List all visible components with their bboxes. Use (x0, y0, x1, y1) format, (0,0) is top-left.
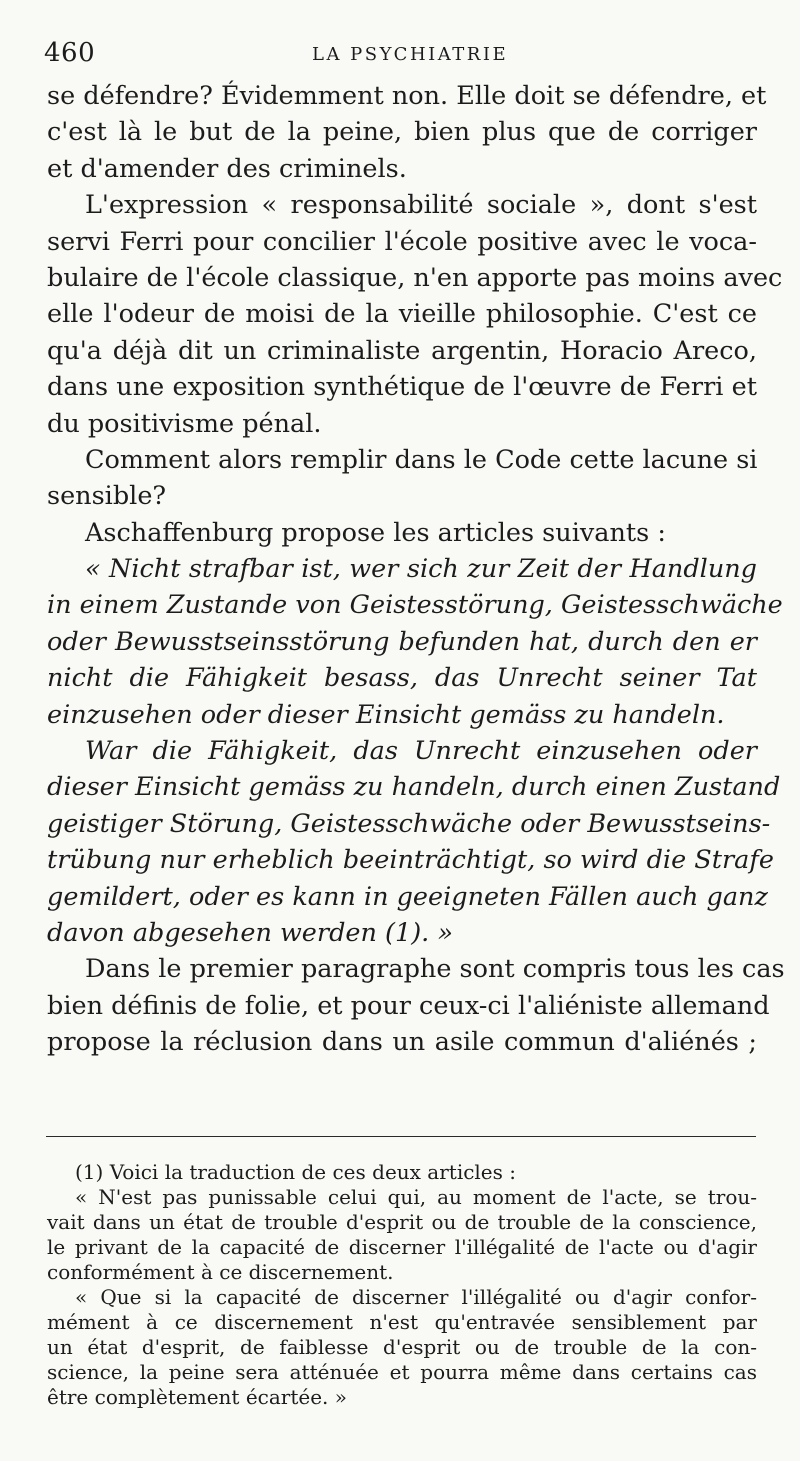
text-line: elle l'odeur de moisi de la vieille philosophie. C'est ce (47, 299, 757, 330)
text-line: du positivisme pénal. (47, 408, 322, 439)
text-line: qu'a déjà dit un criminaliste argentin, Horacio Areco, (47, 335, 757, 366)
quote-line: in einem Zustande von Geistesstörung, Geistesschwäche (47, 590, 783, 621)
footnote-line: science, la peine sera atténuée et pourra même dans certains cas (47, 1360, 757, 1384)
text-line: bulaire de l'école classique, n'en apporte pas moins avec (47, 262, 783, 293)
quote-line: geistiger Störung, Geistesschwäche oder Bewusstseins- (47, 808, 771, 839)
text-line: et d'amender des criminels. (47, 153, 407, 184)
text-line: propose la réclusion dans un asile commun d'aliénés ; (47, 1027, 757, 1058)
footnote-divider (46, 1136, 756, 1137)
page-header (44, 38, 756, 68)
text-line: bien définis de folie, et pour ceux-ci l'aliéniste allemand (47, 990, 770, 1021)
footnote-line: mément à ce discernement n'est qu'entravée sensiblement par (47, 1310, 757, 1334)
text-line: sensible? (47, 481, 167, 512)
text-line: se défendre? Évidemment non. Elle doit se défendre, et (47, 81, 767, 111)
footnote-line: un état d'esprit, de faiblesse d'esprit ou de trouble de la con- (47, 1335, 757, 1359)
quote-line: oder Bewusstseinsstörung befunden hat, durch den er (47, 626, 757, 657)
text-line: Dans le premier paragraphe sont compris tous les cas (85, 954, 785, 985)
footnote-line: vait dans un état de trouble d'esprit ou de trouble de la conscience, (47, 1210, 757, 1234)
quote-line: dieser Einsicht gemäss zu handeln, durch einen Zustand (47, 772, 781, 803)
running-title: LA PSYCHIATRIE (312, 44, 509, 65)
quote-line: trübung nur erheblich beeinträchtigt, so wird die Strafe (47, 845, 774, 876)
footnote-line: être complètement écartée. » (47, 1385, 347, 1409)
page-number: 460 (44, 38, 96, 68)
quote-line: davon abgesehen werden (1). » (47, 917, 453, 948)
text-line: L'expression « responsabilité sociale », dont s'est (85, 190, 757, 221)
text-line: dans une exposition synthétique de l'œuvre de Ferri et (47, 372, 757, 403)
footnote-line: le privant de la capacité de discerner l'illégalité de l'acte ou d'agir (47, 1235, 757, 1259)
text-line: Aschaffenburg propose les articles suivants : (85, 517, 666, 548)
quote-line: « Nicht strafbar ist, wer sich zur Zeit der Handlung (85, 554, 757, 585)
text-line: Comment alors remplir dans le Code cette lacune si (85, 444, 758, 475)
quote-line: nicht die Fähigkeit besass, das Unrecht seiner Tat (47, 663, 757, 694)
body-text (47, 78, 785, 1061)
quote-line: gemildert, oder es kann in geeigneten Fällen auch ganz (47, 881, 768, 912)
text-line: servi Ferri pour concilier l'école positive avec le voca- (47, 226, 757, 257)
text-line: c'est là le but de la peine, bien plus que de corriger (47, 117, 757, 148)
quote-line: War die Fähigkeit, das Unrecht einzusehen oder (85, 736, 757, 767)
footnotes (47, 1160, 757, 1410)
quote-line: einzusehen oder dieser Einsicht gemäss zu handeln. (47, 699, 725, 730)
footnote-line: « N'est pas punissable celui qui, au moment de l'acte, se trou- (75, 1185, 757, 1209)
footnote-line: (1) Voici la traduction de ces deux articles : (75, 1160, 517, 1184)
footnote-line: conformément à ce discernement. (47, 1260, 394, 1284)
footnote-line: « Que si la capacité de discerner l'illégalité ou d'agir confor- (75, 1285, 757, 1309)
